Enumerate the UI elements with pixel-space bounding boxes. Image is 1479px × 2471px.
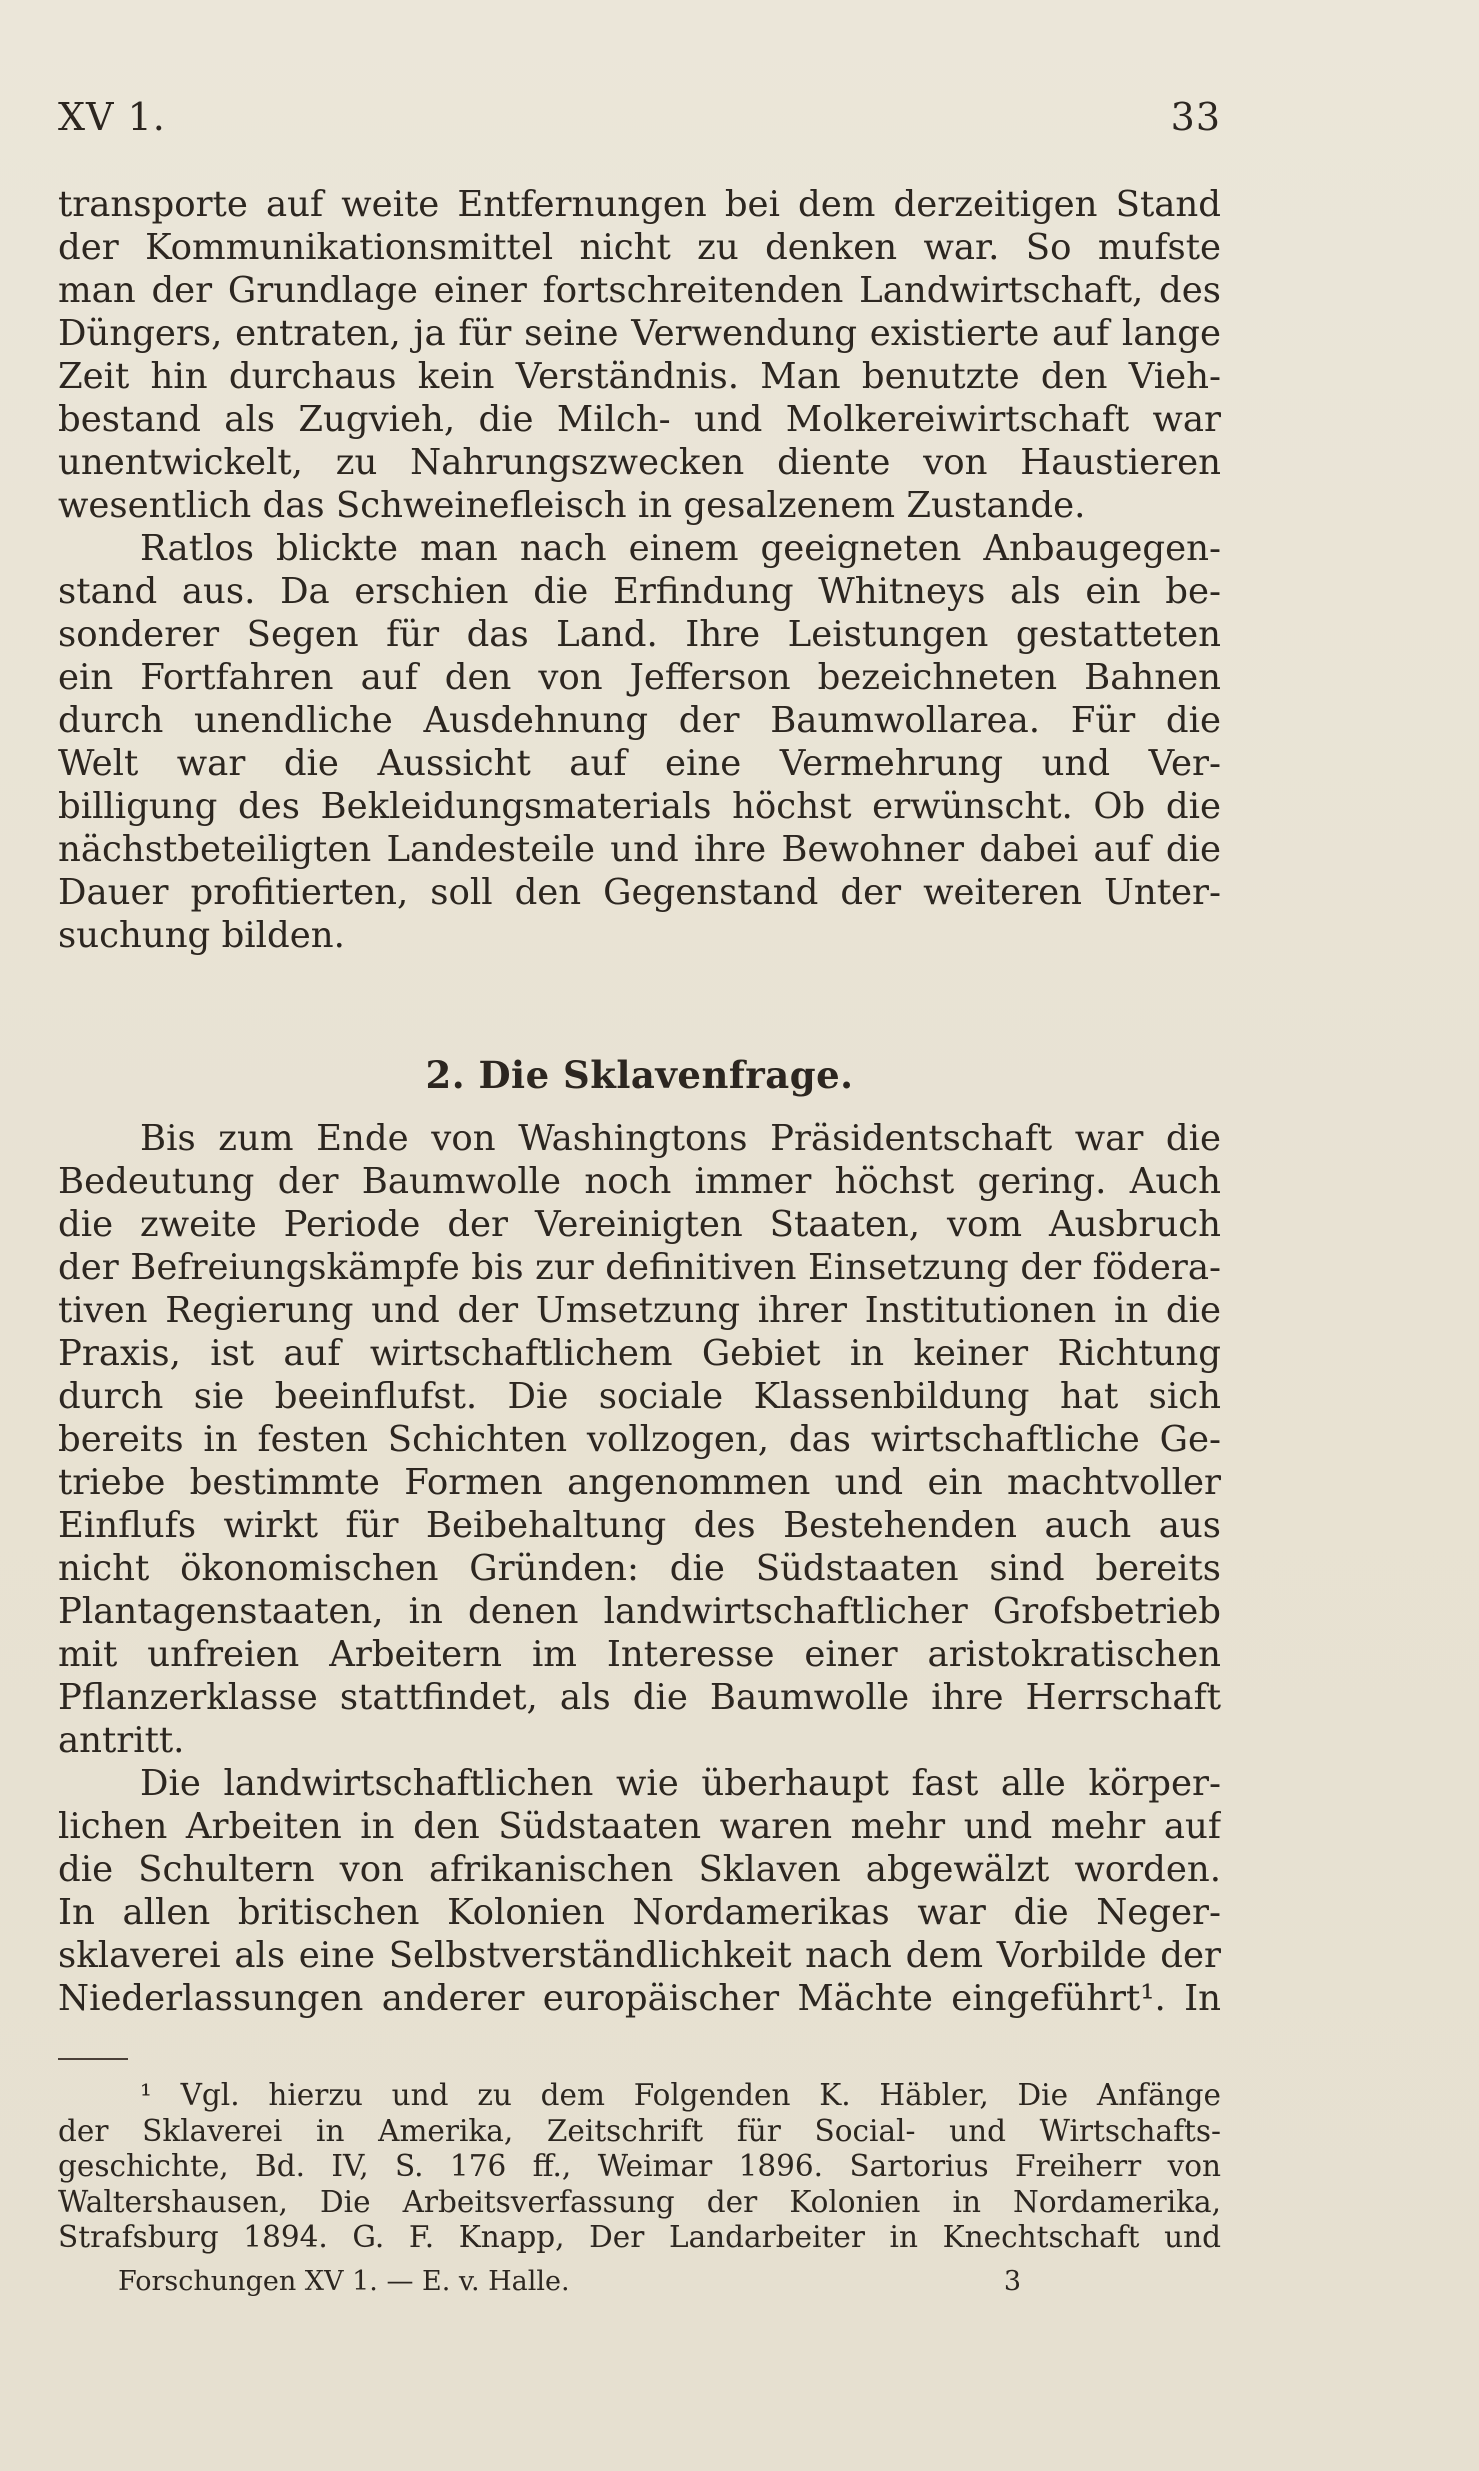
text-line: Welt war die Aussicht auf eine Vermehrung und Ver- <box>58 743 1221 784</box>
text-line: mit unfreien Arbeitern im Interesse einer aristokratischen <box>58 1634 1221 1675</box>
text-line: Ratlos blickte man nach einem geeigneten Anbaugegen- <box>140 528 1221 569</box>
text-line: Die landwirtschaftlichen wie überhaupt fast alle körper- <box>140 1763 1221 1804</box>
running-header <box>58 95 1221 145</box>
text-line: Düngers, entraten, ja für seine Verwendung existierte auf lange <box>58 313 1221 354</box>
text-line: die Schultern von afrikanischen Sklaven abgewälzt worden. <box>58 1849 1221 1890</box>
text-line: transporte auf weite Entfernungen bei dem derzeitigen Stand <box>58 184 1221 225</box>
text-line: der Befreiungskämpfe bis zur definitiven Einsetzung der födera- <box>58 1247 1221 1288</box>
text-line: durch sie beeinflufst. Die sociale Klassenbildung hat sich <box>58 1376 1221 1417</box>
text-line: bestand als Zugvieh, die Milch- und Molkereiwirtschaft war <box>58 399 1221 440</box>
text-line: Plantagenstaaten, in denen landwirtschaftlicher Grofsbetrieb <box>58 1591 1221 1632</box>
text-line: In allen britischen Kolonien Nordamerikas war die Neger- <box>58 1892 1221 1933</box>
text-line: wesentlich das Schweinefleisch in gesalzenem Zustande. <box>58 485 1086 526</box>
text-line: der Kommunikationsmittel nicht zu denken war. So mufste <box>58 227 1221 268</box>
text-line: Bis zum Ende von Washingtons Präsidentschaft war die <box>140 1118 1221 1159</box>
signature-text: Forschungen XV 1. — E. v. Halle. <box>118 2266 570 2297</box>
text-line: Pflanzerklasse stattfindet, als die Baumwolle ihre Herrschaft <box>58 1677 1221 1718</box>
footnote-line: Strafsburg 1894. G. F. Knapp, Der Landarbeiter in Knechtschaft und <box>58 2220 1221 2254</box>
text-line: man der Grundlage einer fortschreitenden Landwirtschaft, des <box>58 270 1221 311</box>
body-text-1 <box>58 183 1221 957</box>
text-line: Niederlassungen anderer europäischer Mächte eingeführt¹. In <box>58 1978 1221 2019</box>
footnote-line: der Sklaverei in Amerika, Zeitschrift für Social- und Wirtschafts- <box>58 2113 1221 2148</box>
signature-number: 3 <box>1003 2266 1021 2297</box>
text-line: nicht ökonomischen Gründen: die Südstaaten sind bereits <box>58 1548 1221 1589</box>
text-line: antritt. <box>58 1720 185 1761</box>
footnote-line: ¹ Vgl. hierzu und zu dem Folgenden K. Häbler, Die Anfänge <box>140 2078 1221 2112</box>
text-line: nächstbeteiligten Landesteile und ihre Bewohner dabei auf die <box>58 829 1221 870</box>
text-line: Zeit hin durchaus kein Verständnis. Man benutzte den Vieh- <box>58 356 1221 397</box>
text-line: lichen Arbeiten in den Südstaaten waren mehr und mehr auf <box>58 1806 1221 1847</box>
section-title: 2. Die Sklavenfrage. <box>425 1053 854 1097</box>
text-line: bereits in festen Schichten vollzogen, das wirtschaftliche Ge- <box>58 1419 1221 1460</box>
text-line: ein Fortfahren auf den von Jefferson bezeichneten Bahnen <box>58 657 1221 698</box>
text-line: sonderer Segen für das Land. Ihre Leistungen gestatteten <box>58 614 1221 655</box>
text-line: suchung bilden. <box>58 915 345 956</box>
text-line: Einflufs wirkt für Beibehaltung des Bestehenden auch aus <box>58 1505 1221 1546</box>
signature-line <box>58 2265 1221 2299</box>
footnotes <box>58 2078 1221 2256</box>
text-line: durch unendliche Ausdehnung der Baumwollarea. Für die <box>58 700 1221 741</box>
text-line: Dauer profitierten, soll den Gegenstand der weiteren Unter- <box>58 872 1221 913</box>
text-line: sklaverei als eine Selbstverständlichkeit nach dem Vorbilde der <box>58 1935 1221 1976</box>
footnote-line: geschichte, Bd. IV, S. 176 ff., Weimar 1896. Sartorius Freiherr von <box>58 2149 1221 2183</box>
footnote-line: Waltershausen, Die Arbeitsverfassung der Kolonien in Nordamerika, <box>58 2184 1221 2219</box>
text-line: Praxis, ist auf wirtschaftlichem Gebiet in keiner Richtung <box>58 1333 1221 1374</box>
body-text-2 <box>58 1117 1221 2020</box>
page-number: 33 <box>1170 95 1221 139</box>
text-line: triebe bestimmte Formen angenommen und ein machtvoller <box>58 1462 1221 1503</box>
footnote-rule <box>58 2058 128 2060</box>
text-line: billigung des Bekleidungsmaterials höchst erwünscht. Ob die <box>58 786 1221 827</box>
header-volume: XV 1. <box>58 95 166 139</box>
text-line: Bedeutung der Baumwolle noch immer höchst gering. Auch <box>58 1161 1221 1202</box>
text-line: unentwickelt, zu Nahrungszwecken diente von Haustieren <box>58 442 1221 483</box>
text-line: tiven Regierung und der Umsetzung ihrer Institutionen in die <box>58 1290 1221 1331</box>
text-line: stand aus. Da erschien die Erfindung Whitneys als ein be- <box>58 571 1221 612</box>
text-line: die zweite Periode der Vereinigten Staaten, vom Ausbruch <box>58 1204 1221 1245</box>
